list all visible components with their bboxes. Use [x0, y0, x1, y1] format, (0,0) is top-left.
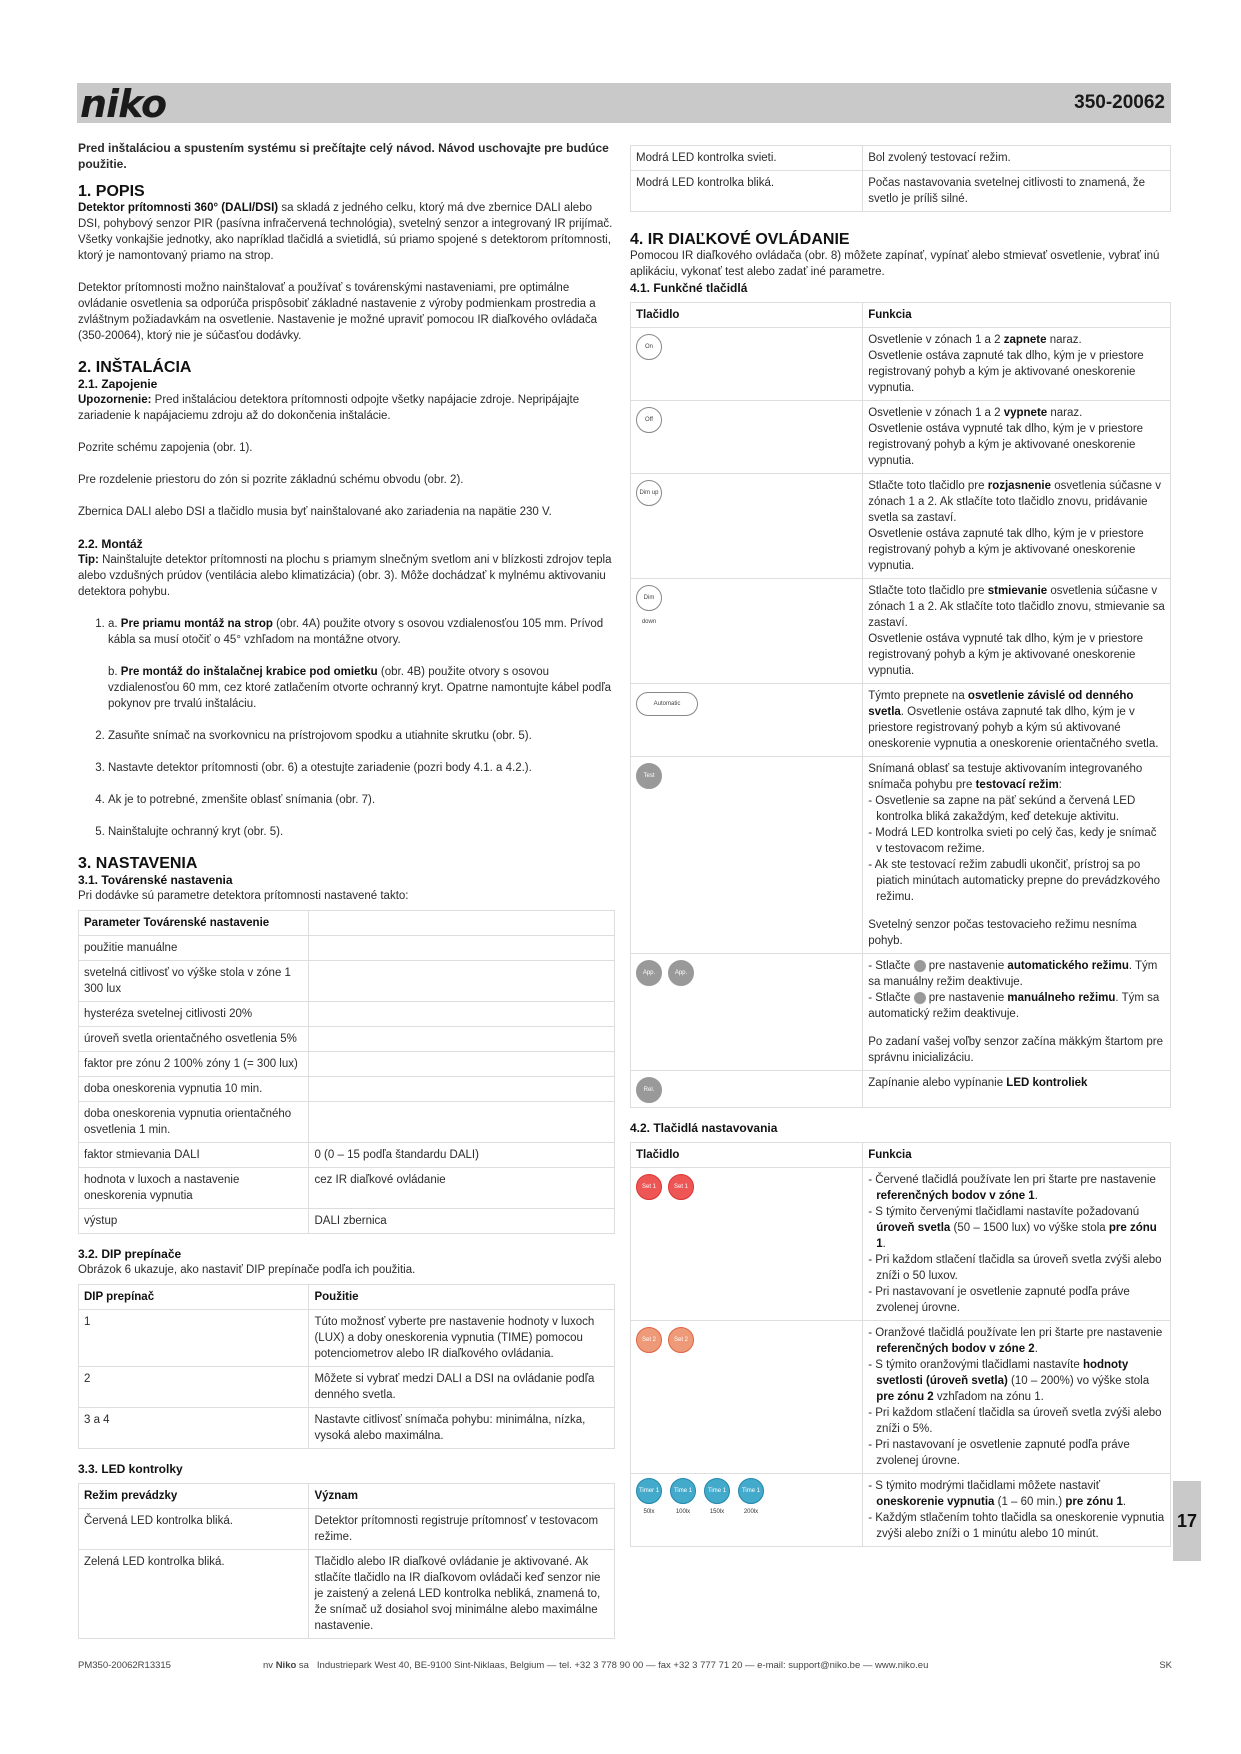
factory-row-cell [309, 961, 615, 1002]
factory-settings-table [78, 910, 615, 1234]
factory-row [79, 1052, 615, 1077]
table-row: Test Snímaná oblasť sa testuje aktivovaním integrovaného snímača pohybu pre testovací režim: - Osvetlenie sa zapne na päť sekúnd a červená LED kontrolka bliká zakaždým, keď detekuje aktivitu. - Modrá LED kontrolka svieti po celý čas, kedy je snímač v testovacom režime. - Ak ste testovací režim zabudli ukončiť, prístroj sa po piatich minútach automaticky prepne do prevádzkového režimu. Svetelný senzor počas testovacieho režimu nesníma pohyb. [631, 757, 1171, 954]
section-2-1-title: 2.1. Zapojenie [78, 377, 158, 391]
factory-row-cell: cez IR diaľkové ovládanie [309, 1168, 615, 1209]
section-4-2-title: 4.2. Tlačidlá nastavovania [630, 1121, 778, 1135]
s21-p4: Zbernica DALI alebo DSI a tlačidlo musia byť nainštalované ako zariadenia na napätie 230 V. [78, 506, 552, 518]
timer-button-label: 200lx [743, 1509, 759, 1515]
led-row-cell: Zelená LED kontrolka bliká. [79, 1550, 309, 1639]
section-3-title: 3. NASTAVENIA [78, 855, 198, 872]
factory-row [79, 936, 615, 961]
step-4: 4. Ak je to potrebné, zmenšite oblasť snímania (obr. 7). [108, 792, 615, 808]
s4-text: Pomocou IR diaľkového ovládača (obr. 8) môžete zapínať, vypínať alebo stmievať osvetlenie, vybrať inú aplikáciu, vykonať test alebo zadať iné parametre. [630, 250, 1160, 278]
table-row: Rel. Zapínanie alebo vypínanie LED kontroliek [631, 1071, 1171, 1108]
factory-header: Parameter Továrenské nastavenie [79, 911, 309, 936]
led-row [79, 1550, 615, 1639]
section-4-1-title: 4.1. Funkčné tlačidlá [630, 281, 748, 295]
app-auto-small-icon [914, 960, 926, 972]
led-table-continued [630, 145, 1171, 212]
table-row: Dim up Stlačte toto tlačidlo pre rozjasnenie osvetlenia súčasne v zónach 1 a 2. Ak stlačíte toto tlačidlo znovu, pridávanie svetla sa zastaví. Osvetlenie ostáva zapnuté tak dlho, kým je v priestore registrovaný pohyb a kým je aktivované oneskorenie vypnutia. [631, 474, 1171, 579]
factory-row [79, 1102, 615, 1143]
led-toggle-button-icon: Rel. [636, 1077, 662, 1103]
led-table [78, 1483, 615, 1639]
factory-row-cell: DALI zbernica [309, 1209, 615, 1234]
led-row [631, 146, 1171, 171]
factory-row-cell: 0 (0 – 15 podľa štandardu DALI) [309, 1143, 615, 1168]
header-bar [77, 82, 1171, 126]
dip-header-1: DIP prepínač [79, 1285, 309, 1310]
factory-row [79, 961, 615, 1002]
app-man-button-icon: App. Man [668, 960, 694, 986]
factory-row-cell [309, 1102, 615, 1143]
led-row [79, 1509, 615, 1550]
set-header-function: Funkcia [863, 1143, 1171, 1168]
set2-minus-button-icon: Set 2 [636, 1327, 662, 1353]
right-column [630, 145, 1171, 1559]
dip-row-cell: Túto možnosť vyberte pre nastavenie hodnoty v luxoch (LUX) a doby oneskorenia vypnutia (TIME) pomocou potenciometrov alebo IR diaľkového ovládania. [309, 1310, 615, 1367]
factory-row [79, 1027, 615, 1052]
table-row: Timer 1 50lx Time 1 100lx Time 1 150lx Time 1 200lx - S týmito modrými tlačidlami môžete nastaviť oneskorenie vypnutia (1 – 60 min.) pre zónu 1. - Každým stlačením tohto tlačidla sa oneskorenie vypnutia zvýši alebo zníži o 1 minútu alebo 10 minút. [631, 1474, 1171, 1547]
step-3: 3. Nastavte detektor prítomnosti (obr. 6) a otestujte zariadenie (pozri body 4.1. a 4.2.). [108, 760, 615, 776]
step-1b: b. Pre montáž do inštalačnej krabice pod omietku (obr. 4B) použite otvory s osovou vzdialenosťou 60 mm, cez ktoré zatlačením otvorte ochranný kryt. Opatrne namontujte kábel podľa pokynov pre trvalú inštaláciu. [108, 666, 612, 710]
led-header-1: Režim prevádzky [79, 1484, 309, 1509]
timer-button-icon: Timer 1 [636, 1478, 662, 1504]
tip-text: Tip: Nainštalujte detektor prítomnosti na plochu s priamym slnečným svetlom ani v blízkosti zdrojov tepla alebo vzdušných prúdov (ventilácia alebo klimatizácia) (obr. 3). Môže dochádzať k mylnému aktivovaniu detektora pohybu. [78, 554, 612, 598]
section-3-1-title: 3.1. Továrenské nastavenia [78, 873, 233, 887]
footer [78, 1660, 1172, 1671]
factory-row-cell [309, 936, 615, 961]
timer-button [704, 1478, 730, 1520]
factory-row-cell: hysteréza svetelnej citlivosti 20% [79, 1002, 309, 1027]
s32-text: Obrázok 6 ukazuje, ako nastaviť DIP prepínače podľa ich použitia. [78, 1264, 416, 1276]
dip-row-cell: Nastavte citlivosť snímača pohybu: minimálna, nízka, vysoká alebo maximálna. [309, 1408, 615, 1449]
company-address: nv Niko sa Industriepark West 40, BE-9100 Sint-Niklaas, Belgium — tel. +32 3 778 90 00 — fax +32 3 777 71 20 — e-mail: support@niko.be — www.niko.eu [263, 1660, 929, 1671]
set1-minus-button-icon: Set 1 [636, 1174, 662, 1200]
led-row-cell: Modrá LED kontrolka bliká. [631, 171, 863, 212]
app-man-small-icon [914, 992, 926, 1004]
led-row-cell: Detektor prítomnosti registruje prítomnosť v testovacom režime. [309, 1509, 615, 1550]
factory-row-cell [309, 1027, 615, 1052]
s31-text: Pri dodávke sú parametre detektora prítomnosti nastavené takto: [78, 890, 409, 902]
set1-plus-button-icon: Set 1 [668, 1174, 694, 1200]
step-1a: 1. a. Pre priamu montáž na strop (obr. 4A) použite otvory s osovou vzdialenosťou 105 mm. Prívod kábla sa musí otočiť o 45° vzhľadom na montážne otvory. [108, 618, 604, 646]
left-column [78, 140, 615, 1651]
s1-paragraph-1: Detektor prítomnosti 360° (DALI/DSI) sa skladá z jedného celku, ktorý má dve zbernice DALI alebo DSI, pohybový senzor PIR (pasívna infračervená technológia), svetelný senzor a integrovaný IR prijímač. Všetky vonkajšie jednotky, ako napríklad tlačidlá a svietidlá, sú priamo spojené s detektorom prítomnosti, ktorý je namontovaný priamo na strop. [78, 202, 613, 262]
dip-header-2: Použitie [309, 1285, 615, 1310]
timer-button-label: 150lx [709, 1509, 725, 1515]
on-button-icon: On [636, 334, 662, 360]
table-row: Off Osvetlenie v zónach 1 a 2 vypnete naraz. Osvetlenie ostáva vypnuté tak dlho, kým je v priestore registrovaný pohyb a kým je aktivované oneskorenie vypnutia. [631, 401, 1171, 474]
led-row-cell: Červená LED kontrolka bliká. [79, 1509, 309, 1550]
timer-button-icon: Time 1 [738, 1478, 764, 1504]
led-row-cell: Tlačidlo alebo IR diaľkové ovládanie je aktivované. Ak stlačíte tlačidlo na IR diaľkovom ovládači keď senzor nie je zaistený a zelená LED kontrolka nebliká, znamená to, že snímač už dosiahol svoj minimálne alebo maximálne nastavenie. [309, 1550, 615, 1639]
fn-header-function: Funkcia [863, 303, 1171, 328]
factory-row-cell: úroveň svetla orientačného osvetlenia 5% [79, 1027, 309, 1052]
factory-row [79, 1077, 615, 1102]
off-button-icon: Off [636, 407, 662, 433]
function-buttons-table [630, 302, 1171, 1108]
dip-row [79, 1367, 615, 1408]
factory-row [79, 1209, 615, 1234]
section-2-2-title: 2.2. Montáž [78, 537, 143, 551]
timer-button [636, 1478, 662, 1520]
timer-button [670, 1478, 696, 1520]
set2-plus-button-icon: Set 2 [668, 1327, 694, 1353]
section-2-title: 2. INŠTALÁCIA [78, 359, 192, 376]
factory-row [79, 1143, 615, 1168]
led-row-cell: Bol zvolený testovací režim. [863, 146, 1171, 171]
table-row: App. AutoApp. Man - Stlačte pre nastavenie automatického režimu. Tým sa manuálny režim deaktivuje. - Stlačte pre nastavenie manuálneho režimu. Tým sa automatický režim deaktivuje. Po zadaní vašej voľby senzor začína mäkkým štartom pre správnu inicializáciu. [631, 954, 1171, 1071]
dim-down-button-icon: Dim down [636, 585, 662, 611]
section-4-title: 4. IR DIAĽKOVÉ OVLÁDANIE [630, 231, 850, 248]
product-code: 350-20062 [1074, 92, 1165, 113]
timer-button-icon: Time 1 [704, 1478, 730, 1504]
factory-row-cell: výstup [79, 1209, 309, 1234]
factory-row-cell [309, 1002, 615, 1027]
dip-table [78, 1284, 615, 1449]
language-code: SK [1159, 1660, 1172, 1671]
factory-row-cell: použitie manuálne [79, 936, 309, 961]
factory-row [79, 1002, 615, 1027]
factory-row-cell [309, 1052, 615, 1077]
niko-logo: niko [80, 82, 167, 126]
warning-text: Upozornenie: Pred inštaláciou detektora prítomnosti odpojte všetky napájacie zdroje. Nepripájajte zariadenie k napájaciemu zdroju až do dokončenia inštalácie. [78, 394, 580, 422]
dip-row-cell: 1 [79, 1310, 309, 1367]
timer-button-label: 100lx [675, 1509, 691, 1515]
led-row-cell: Modrá LED kontrolka svieti. [631, 146, 863, 171]
dip-row-cell: Môžete si vybrať medzi DALI a DSI na ovládanie podľa denného svetla. [309, 1367, 615, 1408]
fn-header-button: Tlačidlo [631, 303, 863, 328]
intro-text: Pred inštaláciou a spustením systému si prečítajte celý návod. Návod uschovajte pre budúce použitie. [78, 141, 609, 171]
dip-row [79, 1310, 615, 1367]
step-5: 5. Nainštalujte ochranný kryt (obr. 5). [108, 824, 615, 840]
table-row: Set 1 Set 1 - Červené tlačidlá používate len pri štarte pre nastavenie referenčných bodov v zóne 1. - S týmito červenými tlačidlami nastavíte požadovanú úroveň svetla (50 – 1500 lux) vo výške stola pre zónu 1. - Pri každom stlačení tlačidla sa úroveň svetla zvýši alebo zníži o 50 luxov. - Pri nastavovaní je osvetlenie zapnuté podľa práve zvolenej úrovne. [631, 1168, 1171, 1321]
timer-button-label: 50lx [643, 1509, 655, 1515]
s21-p3: Pre rozdelenie priestoru do zón si pozrite základnú schému obvodu (obr. 2). [78, 474, 464, 486]
section-3-2-title: 3.2. DIP prepínače [78, 1247, 182, 1261]
section-3-3-title: 3.3. LED kontrolky [78, 1462, 183, 1476]
table-row: Automatic Týmto prepnete na osvetlenie závislé od denného svetla. Osvetlenie ostáva zapnuté tak dlho, kým je v priestore registrovaný pohyb a kým sú aktivované oneskorenie vypnutia a oneskorenie orientačného svetla. [631, 684, 1171, 757]
timer-button [738, 1478, 764, 1520]
table-row: Dim down Stlačte toto tlačidlo pre stmievanie osvetlenia súčasne v zónach 1 a 2. Ak stlačíte toto tlačidlo znovu, stmievanie sa zastaví. Osvetlenie ostáva vypnuté tak dlho, kým je v priestore registrovaný pohyb a kým je aktivované oneskorenie vypnutia. [631, 579, 1171, 684]
factory-row-cell: doba oneskorenia vypnutia orientačného osvetlenia 1 min. [79, 1102, 309, 1143]
doc-id: PM350-20062R13315 [78, 1660, 171, 1671]
section-1-title: 1. POPIS [78, 183, 145, 200]
page-number-tab: 17 [1173, 1481, 1201, 1561]
table-row: Set 2 Set 2 - Oranžové tlačidlá používate len pri štarte pre nastavenie referenčných bodov v zóne 2. - S týmito oranžovými tlačidlami nastavíte hodnoty svetlosti (úroveň svetla) (10 – 200%) vo výške stola pre zónu 2 vzhľadom na zónu 1. - Pri každom stlačení tlačidla sa úroveň svetla zvýši alebo zníži o 5%. - Pri nastavovaní je osvetlenie zapnuté podľa práve zvolenej úrovne. [631, 1321, 1171, 1474]
automatic-button-icon: Automatic [636, 692, 698, 716]
led-header-2: Význam [309, 1484, 615, 1509]
dip-row-cell: 3 a 4 [79, 1408, 309, 1449]
test-button-icon: Test [636, 763, 662, 789]
app-auto-button-icon: App. Auto [636, 960, 662, 986]
set-header-button: Tlačidlo [631, 1143, 863, 1168]
s1-paragraph-2: Detektor prítomnosti možno nainštalovať a používať s továrenskými nastaveniami, pre optimálne ovládanie osvetlenia sa odporúča prispôsobiť základné nastavenie z výroby podmienkam prostredia a zvláštnym požiadavkám na osvetlenie. Nastavenie je možné upraviť pomocou IR diaľkového ovládača (350-20064), ktorý nie je súčasťou dodávky. [78, 282, 598, 342]
factory-row-cell: faktor pre zónu 2 100% zóny 1 (= 300 lux) [79, 1052, 309, 1077]
led-row-cell: Počas nastavovania svetelnej citlivosti to znamená, že svetlo je príliš silné. [863, 171, 1171, 212]
dip-row [79, 1408, 615, 1449]
table-row: On Osvetlenie v zónach 1 a 2 zapnete naraz. Osvetlenie ostáva zapnuté tak dlho, kým je v priestore registrovaný pohyb a kým je aktivované oneskorenie vypnutia. [631, 328, 1171, 401]
factory-row-cell: doba oneskorenia vypnutia 10 min. [79, 1077, 309, 1102]
led-row [631, 171, 1171, 212]
factory-row-cell: hodnota v luxoch a nastavenie oneskorenia vypnutia [79, 1168, 309, 1209]
setting-buttons-table [630, 1142, 1171, 1547]
factory-row-cell: faktor stmievania DALI [79, 1143, 309, 1168]
dim-up-button-icon: Dim up [636, 480, 662, 506]
timer-button-icon: Time 1 [670, 1478, 696, 1504]
step-1 [108, 616, 615, 712]
install-steps [78, 616, 615, 840]
step-2: 2. Zasuňte snímač na svorkovnicu na prístrojovom spodku a utiahnite skrutku (obr. 5). [108, 728, 615, 744]
factory-row [79, 1168, 615, 1209]
dip-row-cell: 2 [79, 1367, 309, 1408]
factory-row-cell [309, 1077, 615, 1102]
factory-row-cell: svetelná citlivosť vo výške stola v zóne 1 300 lux [79, 961, 309, 1002]
s21-p2: Pozrite schému zapojenia (obr. 1). [78, 442, 253, 454]
